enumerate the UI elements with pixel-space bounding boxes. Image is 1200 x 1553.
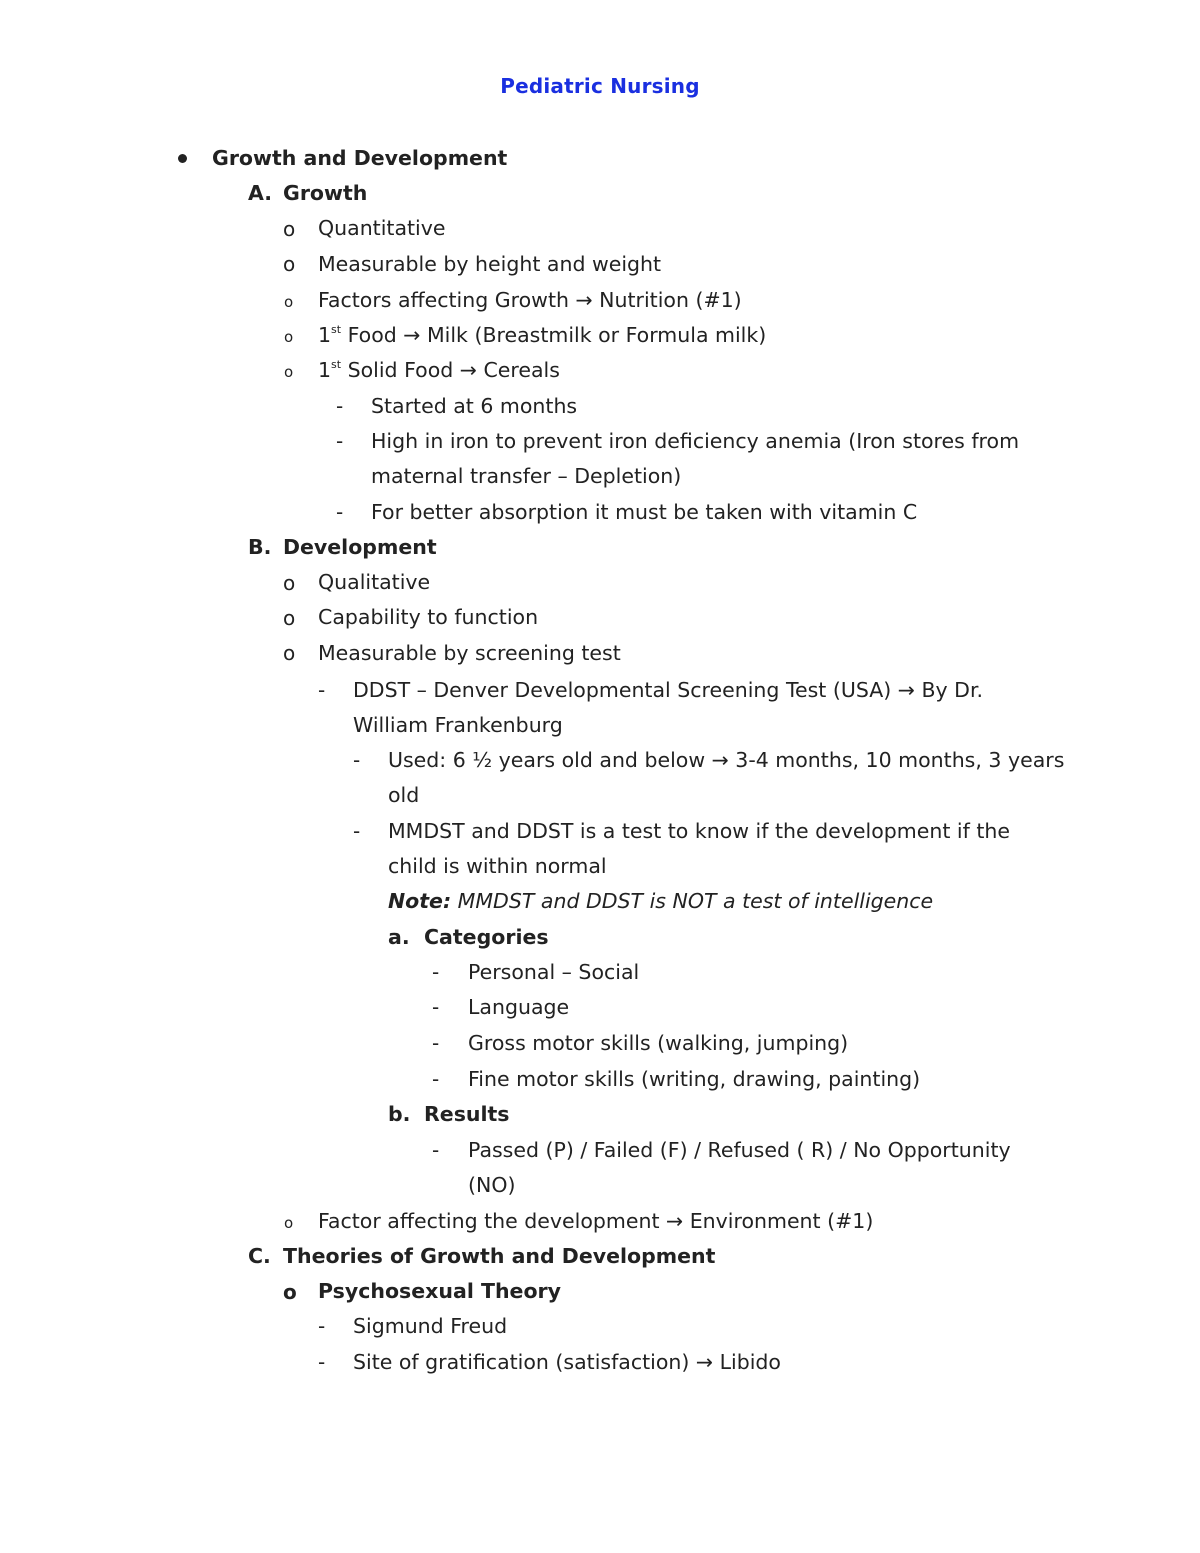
results-heading: Results	[424, 1102, 510, 1126]
bullet-dot-icon	[178, 154, 187, 163]
categories-marker: a.	[388, 925, 410, 949]
development-marker: B.	[248, 535, 272, 559]
hollow-bullet-icon: o	[283, 217, 296, 241]
growth-item: Factors affecting Growth → Nutrition (#1)	[318, 288, 742, 312]
note-text: MMDST and DDST is NOT a test of intelligence	[451, 889, 934, 913]
used-line-continued: old	[388, 783, 420, 807]
hollow-bullet-icon: o	[284, 1214, 294, 1232]
first-solid-sup: st	[331, 358, 342, 371]
solid-note-continued: maternal transfer – Depletion)	[371, 464, 682, 488]
growth-marker: A.	[248, 181, 273, 205]
category-item: Personal – Social	[468, 960, 640, 984]
theory-item: Sigmund Freud	[353, 1314, 508, 1338]
hollow-bullet-icon: o	[284, 363, 294, 381]
first-solid-text: Solid Food → Cereals	[341, 358, 560, 382]
development-item: Measurable by screening test	[318, 641, 621, 665]
results-line: Passed (P) / Failed (F) / Refused ( R) / No Opportunity	[468, 1138, 1011, 1162]
first-food-sup: st	[331, 323, 342, 336]
development-heading: Development	[283, 535, 437, 559]
hollow-bullet-icon: o	[284, 293, 294, 311]
category-item: Fine motor skills (writing, drawing, painting)	[468, 1067, 921, 1091]
dash-bullet-icon: -	[432, 1031, 440, 1055]
dash-bullet-icon: -	[353, 748, 361, 772]
dash-bullet-icon: -	[353, 819, 361, 843]
psychosexual-heading: Psychosexual Theory	[318, 1279, 562, 1303]
ddst-line: DDST – Denver Developmental Screening Test (USA) → By Dr.	[353, 678, 984, 702]
mmdst-line: MMDST and DDST is a test to know if the development if the	[388, 819, 1010, 843]
hollow-bullet-icon: o	[283, 606, 296, 630]
solid-note: Started at 6 months	[371, 394, 578, 418]
dash-bullet-icon: -	[336, 429, 344, 453]
categories-heading: Categories	[424, 925, 549, 949]
first-solid-num: 1	[318, 358, 332, 382]
hollow-bullet-icon: o	[283, 1280, 297, 1304]
growth-item: Measurable by height and weight	[318, 252, 662, 276]
dash-bullet-icon: -	[432, 1138, 440, 1162]
mmdst-line-continued: child is within normal	[388, 854, 607, 878]
theories-heading: Theories of Growth and Development	[283, 1244, 716, 1268]
category-item: Gross motor skills (walking, jumping)	[468, 1031, 849, 1055]
dash-bullet-icon: -	[318, 1350, 326, 1374]
hollow-bullet-icon: o	[284, 328, 294, 346]
section-heading: Growth and Development	[212, 146, 508, 170]
hollow-bullet-icon: o	[283, 571, 296, 595]
results-marker: b.	[388, 1102, 411, 1126]
dash-bullet-icon: -	[318, 678, 326, 702]
theories-marker: C.	[248, 1244, 271, 1268]
note-line	[388, 888, 933, 914]
note-label: Note:	[388, 889, 452, 913]
used-line: Used: 6 ½ years old and below → 3-4 months, 10 months, 3 years	[388, 748, 1065, 772]
dash-bullet-icon: -	[318, 1314, 326, 1338]
hollow-bullet-icon: o	[283, 252, 296, 276]
dash-bullet-icon: -	[336, 500, 344, 524]
dash-bullet-icon: -	[336, 394, 344, 418]
development-item: Capability to function	[318, 605, 539, 629]
growth-heading: Growth	[283, 181, 368, 205]
dash-bullet-icon: -	[432, 1067, 440, 1091]
growth-item: Quantitative	[318, 216, 446, 240]
solid-note: High in iron to prevent iron deficiency anemia (Iron stores from	[371, 429, 1020, 453]
first-solid-item	[318, 357, 560, 383]
first-food-item	[318, 322, 766, 348]
theory-item: Site of gratification (satisfaction) → Libido	[353, 1350, 781, 1374]
category-item: Language	[468, 995, 570, 1019]
first-food-num: 1	[318, 323, 332, 347]
solid-note: For better absorption it must be taken with vitamin C	[371, 500, 918, 524]
page-title: Pediatric Nursing	[500, 74, 700, 98]
dash-bullet-icon: -	[432, 960, 440, 984]
development-item: Qualitative	[318, 570, 431, 594]
hollow-bullet-icon: o	[283, 641, 296, 665]
ddst-line-continued: William Frankenburg	[353, 713, 563, 737]
results-line-continued: (NO)	[468, 1173, 516, 1197]
development-factor: Factor affecting the development → Environment (#1)	[318, 1209, 874, 1233]
dash-bullet-icon: -	[432, 995, 440, 1019]
first-food-text: Food → Milk (Breastmilk or Formula milk)	[341, 323, 767, 347]
